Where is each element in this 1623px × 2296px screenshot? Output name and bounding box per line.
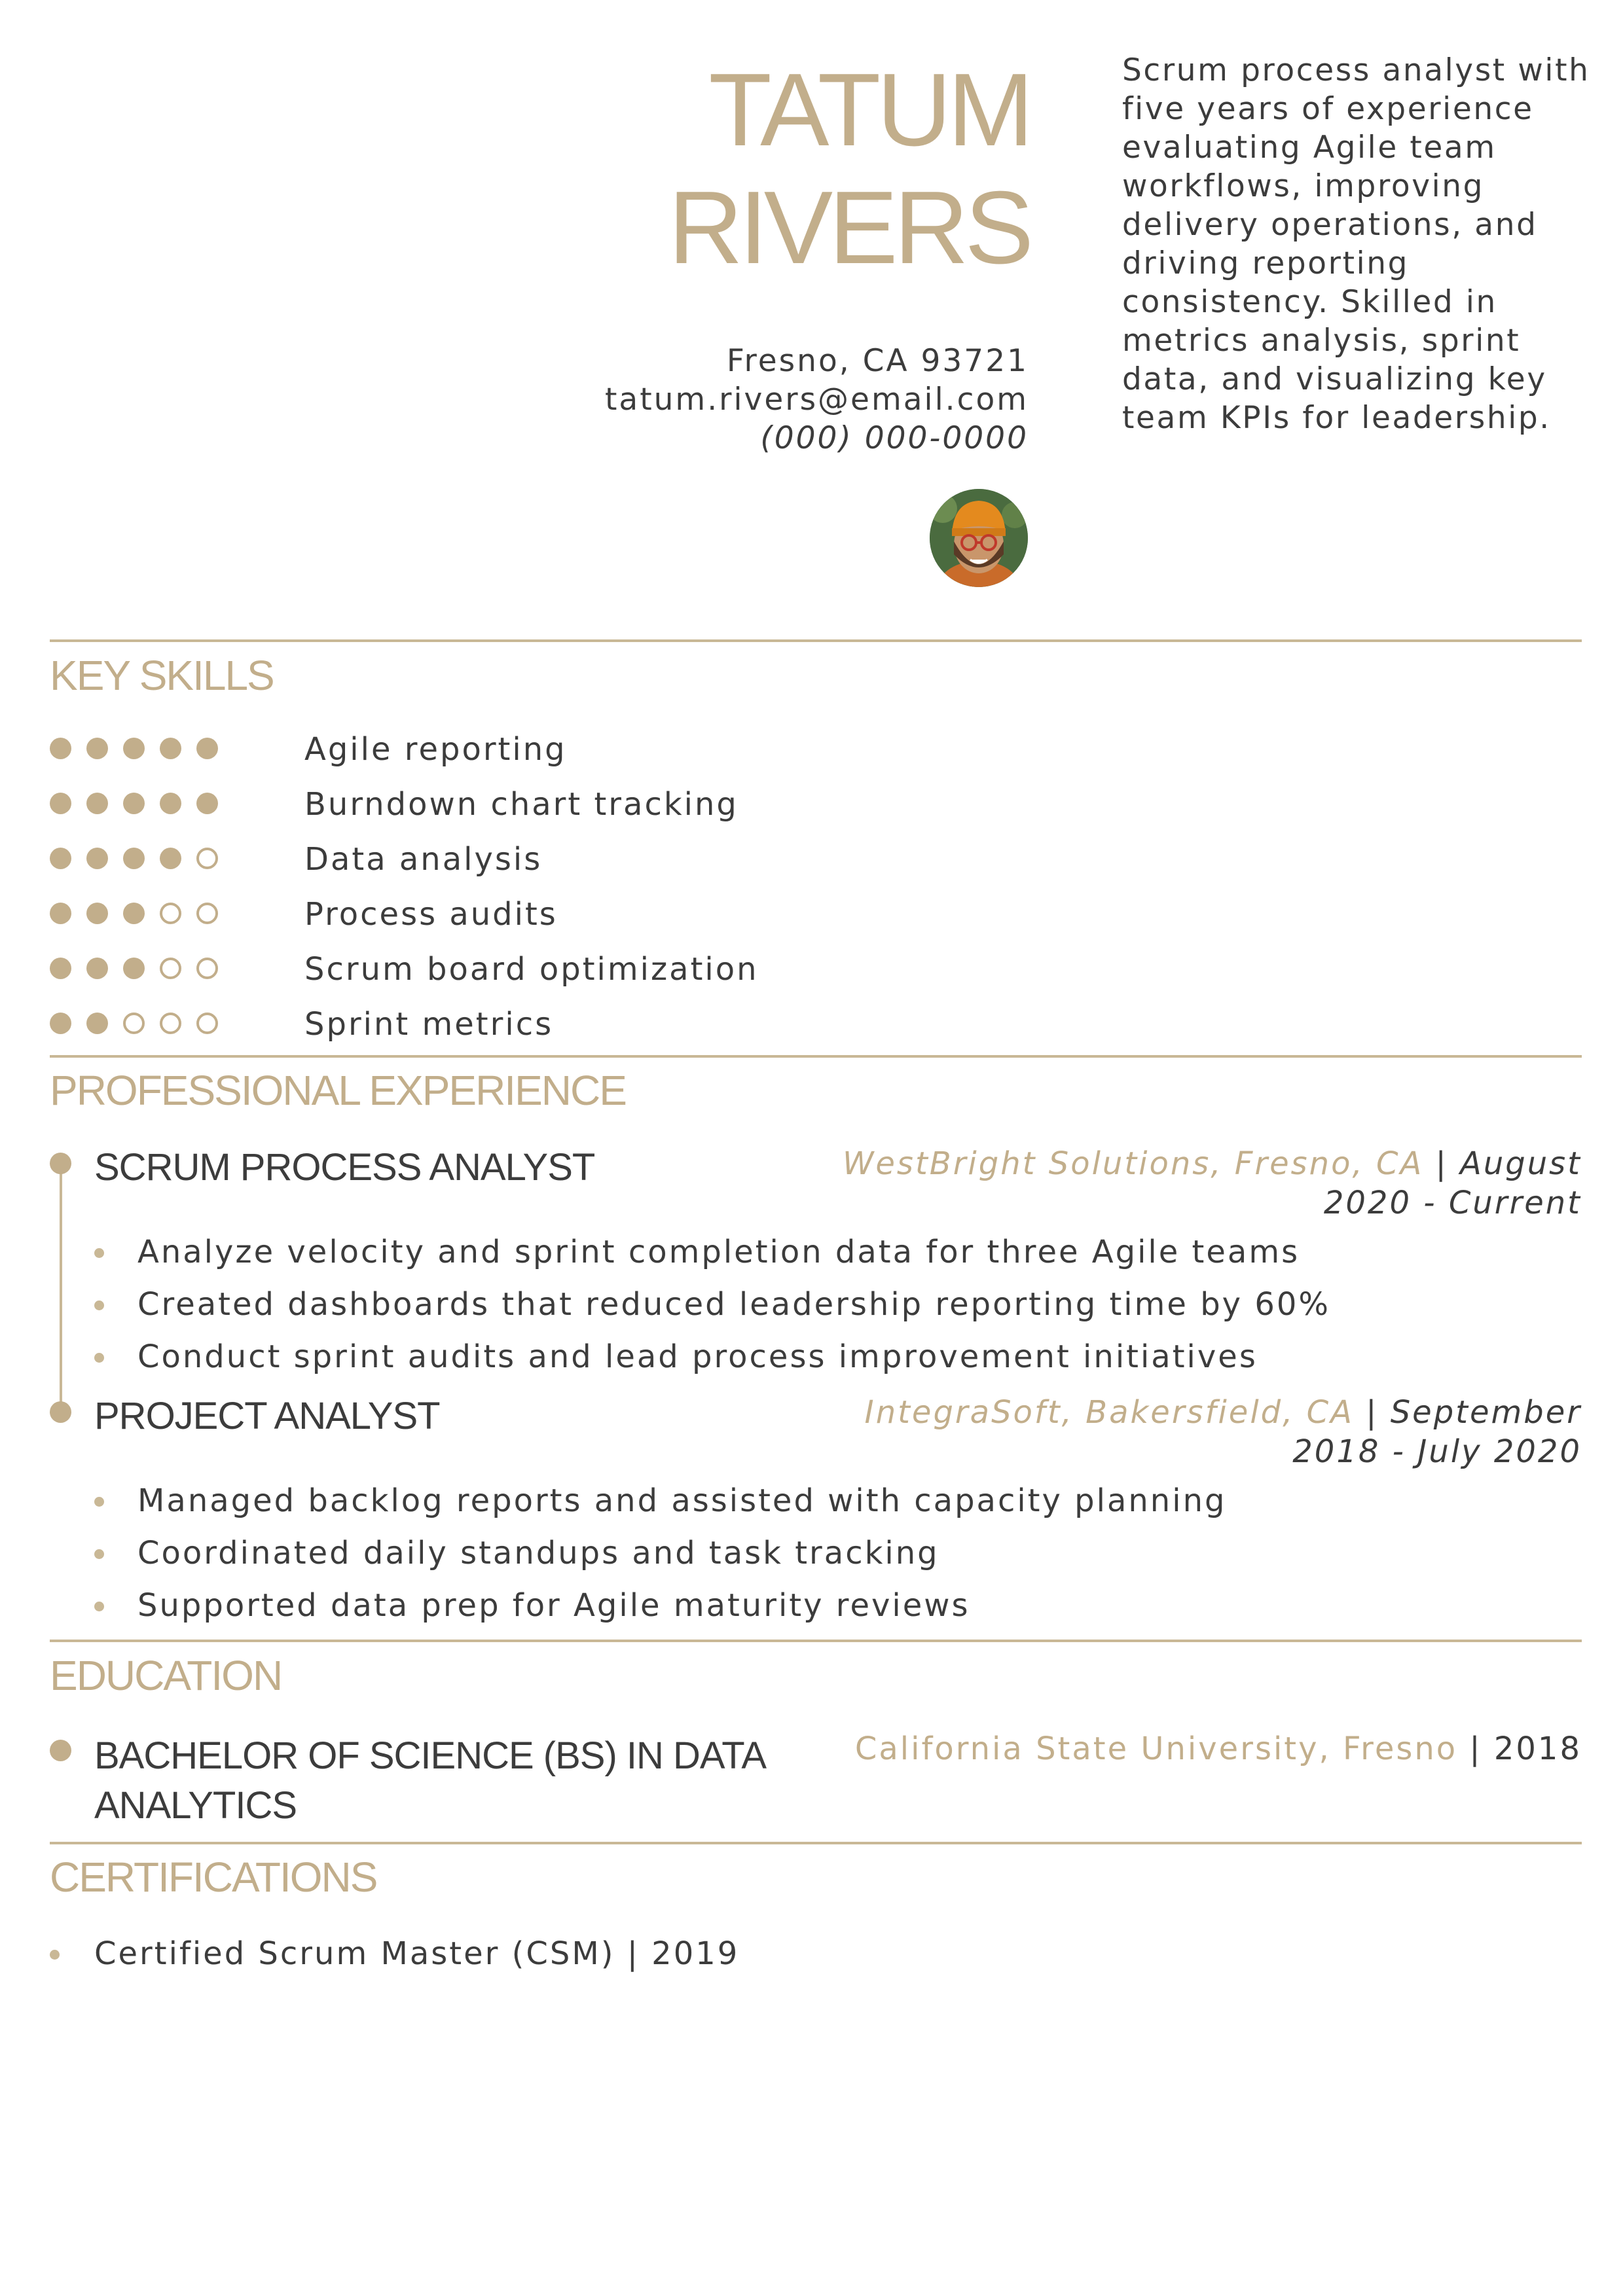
divider	[50, 1055, 1582, 1058]
first-name: TATUM	[708, 52, 1030, 168]
skill-row	[50, 840, 1228, 879]
list-item: Coordinated daily standups and task tracking	[94, 1527, 1226, 1579]
phone[interactable]: (000) 000-0000	[760, 420, 1029, 456]
job-meta	[796, 1144, 1582, 1223]
separator: |	[1457, 1731, 1494, 1767]
skill-name: Data analysis	[304, 841, 543, 878]
rating-dot-filled	[50, 793, 71, 814]
skill-row	[50, 950, 1228, 989]
certifications-heading: CERTIFICATIONS	[50, 1854, 377, 1901]
rating-dot-empty	[160, 958, 181, 979]
rating-dot-filled	[123, 738, 145, 759]
list-item: Supported data prep for Agile maturity reviews	[94, 1579, 1226, 1632]
skill-row	[50, 785, 1228, 824]
skill-rating	[50, 738, 218, 759]
rating-dot-filled	[86, 903, 108, 924]
job-bullets	[94, 1226, 1330, 1383]
skill-name: Sprint metrics	[304, 1006, 554, 1043]
rating-dot-empty	[196, 848, 218, 869]
rating-dot-empty	[160, 903, 181, 924]
company-name: IntegraSoft, Bakersfield, CA	[864, 1394, 1354, 1431]
rating-dot-filled	[50, 1013, 71, 1034]
school-name: California State University, Fresno	[854, 1731, 1458, 1767]
rating-dot-filled	[50, 848, 71, 869]
job-title: SCRUM PROCESS ANALYST	[94, 1146, 595, 1189]
certification-item: Certified Scrum Master (CSM) | 2019	[50, 1934, 739, 1973]
skill-name: Scrum board optimization	[304, 951, 759, 988]
rating-dot-filled	[50, 958, 71, 979]
avatar-portrait-icon	[930, 489, 1028, 587]
divider	[50, 1640, 1582, 1642]
skill-rating	[50, 848, 218, 869]
skill-rating	[50, 1013, 218, 1034]
email[interactable]: tatum.rivers@email.com	[604, 382, 1029, 418]
education-heading: EDUCATION	[50, 1652, 282, 1699]
rating-dot-filled	[86, 738, 108, 759]
skill-name: Process audits	[304, 896, 558, 933]
list-item: Conduct sprint audits and lead process improvement initiatives	[94, 1331, 1330, 1383]
divider	[50, 1842, 1582, 1844]
timeline-line	[60, 1174, 62, 1412]
experience-heading: PROFESSIONAL EXPERIENCE	[50, 1067, 626, 1114]
skill-rating	[50, 793, 218, 814]
timeline-dot	[50, 1153, 71, 1174]
rating-dot-filled	[160, 793, 181, 814]
skill-rating	[50, 958, 218, 979]
rating-dot-filled	[86, 958, 108, 979]
skill-row	[50, 895, 1228, 934]
rating-dot-filled	[123, 903, 145, 924]
rating-dot-empty	[160, 1013, 181, 1034]
list-item: Created dashboards that reduced leadership reporting time by 60%	[94, 1278, 1330, 1331]
graduation-year: 2018	[1493, 1731, 1582, 1767]
rating-dot-filled	[86, 1013, 108, 1034]
rating-dot-empty	[196, 958, 218, 979]
profile-photo	[930, 489, 1028, 587]
separator: |	[1354, 1394, 1391, 1431]
rating-dot-filled	[123, 793, 145, 814]
separator: |	[1423, 1145, 1461, 1182]
rating-dot-filled	[123, 848, 145, 869]
rating-dot-filled	[160, 848, 181, 869]
degree: BACHELOR OF SCIENCE (BS) IN DATA ANALYTICS	[94, 1734, 764, 1827]
rating-dot-filled	[123, 958, 145, 979]
rating-dot-empty	[196, 903, 218, 924]
skill-row	[50, 1005, 1228, 1044]
list-item: Managed backlog reports and assisted with capacity planning	[94, 1475, 1226, 1527]
job-dates: August 2020 - Current	[1323, 1145, 1582, 1221]
company-name: WestBright Solutions, Fresno, CA	[842, 1145, 1424, 1182]
skill-name: Burndown chart tracking	[304, 786, 739, 823]
rating-dot-filled	[160, 738, 181, 759]
rating-dot-filled	[86, 848, 108, 869]
divider	[50, 639, 1582, 642]
job-title: PROJECT ANALYST	[94, 1395, 440, 1437]
rating-dot-empty	[196, 1013, 218, 1034]
job-bullets	[94, 1475, 1226, 1632]
skill-row	[50, 730, 1228, 769]
timeline-dot	[50, 1401, 71, 1423]
job-dates: September 2018 - July 2020	[1292, 1394, 1582, 1470]
rating-dot-filled	[196, 793, 218, 814]
last-name: RIVERS	[668, 170, 1030, 285]
skills-heading: KEY SKILLS	[50, 652, 274, 699]
professional-summary: Scrum process analyst with five years of experience evaluating Agile team workflows, improving delivery operations, and driving reporting consistency. Skilled in metrics analysis, sprint data, and visualizing key team KPIs for leadership.	[1122, 52, 1590, 436]
rating-dot-filled	[86, 793, 108, 814]
job-meta	[796, 1393, 1582, 1471]
location: Fresno, CA 93721	[726, 343, 1029, 379]
education-meta	[855, 1729, 1582, 1768]
rating-dot-filled	[196, 738, 218, 759]
education-dot	[50, 1740, 71, 1761]
rating-dot-filled	[50, 903, 71, 924]
rating-dot-filled	[50, 738, 71, 759]
skill-rating	[50, 903, 218, 924]
list-item: Analyze velocity and sprint completion data for three Agile teams	[94, 1226, 1330, 1278]
skill-name: Agile reporting	[304, 731, 567, 768]
rating-dot-empty	[123, 1013, 145, 1034]
